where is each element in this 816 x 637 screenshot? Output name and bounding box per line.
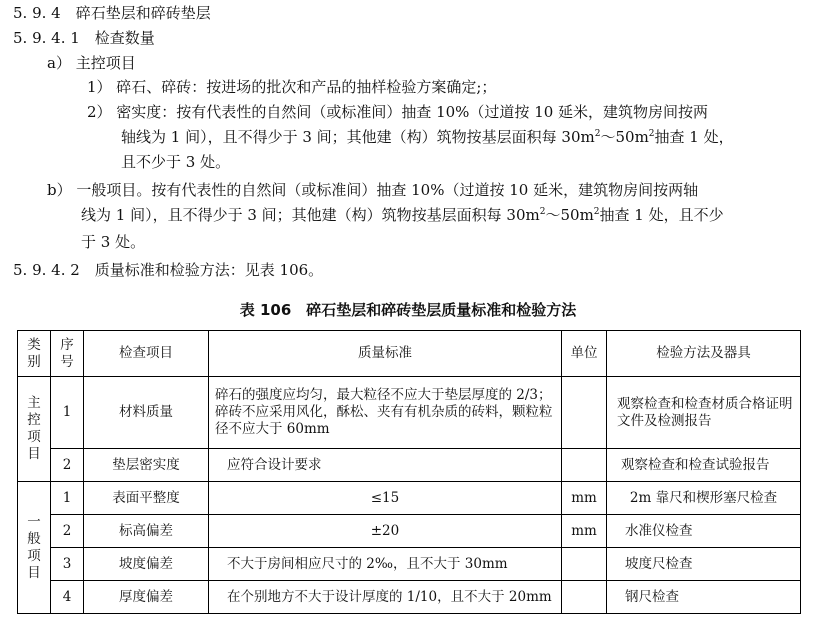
header-no-1: 序: [60, 336, 74, 353]
row-method: 观察检查和检查材质合格证明文件及检测报告: [607, 377, 801, 449]
item-a1-text: 1） 碎石、碎砖：按进场的批次和产品的抽样检验方案确定;；: [87, 78, 497, 96]
row-method: 2m 靠尺和楔形塞尺检查: [607, 482, 801, 515]
row-unit: [562, 548, 607, 581]
general-category-cell: [18, 482, 51, 614]
table-row: [18, 515, 801, 548]
row-standard: ≤15: [209, 482, 562, 515]
table-header-row: [18, 331, 801, 377]
row-unit: [562, 449, 607, 482]
row-no: 1: [51, 482, 84, 515]
row-no: 2: [51, 449, 84, 482]
row-item: 表面平整度: [84, 482, 209, 515]
row-method: 水准仪检查: [607, 515, 801, 548]
row-item: 垫层密实度: [84, 449, 209, 482]
header-standard: 质量标准: [209, 331, 562, 377]
table-caption: 表 106 碎石垫层和碎砖垫层质量标准和检验方法: [239, 301, 577, 319]
table-row: [18, 581, 801, 614]
row-item: 坡度偏差: [84, 548, 209, 581]
row-standard: 碎石的强度应均匀，最大粒径不应大于垫层厚度的 2/3；碎砖不应采用风化，酥松、夹有有机杂质的砖料，颗粒粒径不应大于 60mm: [209, 377, 562, 449]
row-item: 材料质量: [84, 377, 209, 449]
section-heading-5-9-4-2: 5. 9. 4. 2 质量标准和检验方法：见表 106。: [13, 261, 324, 279]
row-no: 4: [51, 581, 84, 614]
header-category-1: 类: [27, 336, 41, 353]
row-method: 坡度尺检查: [607, 548, 801, 581]
header-method: 检验方法及器具: [607, 331, 801, 377]
table-row: [18, 377, 801, 449]
general-category-char-1: 一: [27, 513, 41, 530]
main-category-char-2: 控: [27, 412, 41, 428]
row-unit: mm: [562, 515, 607, 548]
row-unit: mm: [562, 482, 607, 515]
header-category-2: 别: [27, 353, 41, 370]
header-no-2: 号: [60, 353, 74, 370]
header-no: [51, 331, 84, 377]
section-heading-5-9-4: 5. 9. 4 碎石垫层和碎砖垫层: [13, 4, 211, 22]
section-heading-5-9-4-1: 5. 9. 4. 1 检查数量: [13, 29, 155, 47]
general-category-char-3: 项: [27, 547, 41, 564]
row-item: 标高偏差: [84, 515, 209, 548]
row-standard: 不大于房间相应尺寸的 2‰，且不大于 30mm: [209, 548, 562, 581]
table-row: [18, 548, 801, 581]
quality-standard-table: [17, 330, 801, 614]
row-unit: [562, 581, 607, 614]
main-category-char-4: 目: [27, 446, 41, 462]
main-category-char-1: 主: [27, 395, 41, 411]
main-category-char-3: 项: [27, 429, 41, 445]
row-no: 1: [51, 377, 84, 449]
item-b-line1: b） 一般项目。按有代表性的自然间（或标准间）抽查 10%（过道按 10 延米，建筑物房间按两轴: [47, 181, 699, 199]
item-a2-line2: 轴线为 1 间），且不得少于 3 间；其他建（构）筑物按基层面积每 $30m^2\sim 50m^2$抽查 1 处，: [121, 128, 734, 146]
header-item: 检查项目: [84, 331, 209, 377]
row-standard: ±20: [209, 515, 562, 548]
row-item: 厚度偏差: [84, 581, 209, 614]
item-a2-line1: 2） 密实度：按有代表性的自然间（或标准间）抽查 10%（过道按 10 延米，建筑物房间按两: [87, 103, 709, 121]
row-method: 观察检查和检查试验报告: [607, 449, 801, 482]
item-b-line2: 线为 1 间），且不得少于 3 间；其他建（构）筑物按基层面积每 $30m^2\sim 50m^2$抽查 1 处，且不少: [81, 206, 724, 224]
table-row: [18, 482, 801, 515]
header-category: [18, 331, 51, 377]
header-unit: 单位: [562, 331, 607, 377]
general-category-char-2: 般: [27, 530, 41, 547]
main-category-cell: [18, 377, 51, 482]
row-no: 2: [51, 515, 84, 548]
table-row: [18, 449, 801, 482]
item-b-line3: 于 3 处。: [81, 233, 146, 251]
item-a2-line3: 且不少于 3 处。: [121, 153, 231, 171]
row-standard: 应符合设计要求: [209, 449, 562, 482]
row-standard: 在个别地方不大于设计厚度的 1/10，且不大于 20mm: [209, 581, 562, 614]
item-a-heading: a） 主控项目: [47, 54, 136, 72]
row-method: 钢尺检查: [607, 581, 801, 614]
row-unit: [562, 377, 607, 449]
general-category-char-4: 目: [27, 564, 41, 581]
row-no: 3: [51, 548, 84, 581]
